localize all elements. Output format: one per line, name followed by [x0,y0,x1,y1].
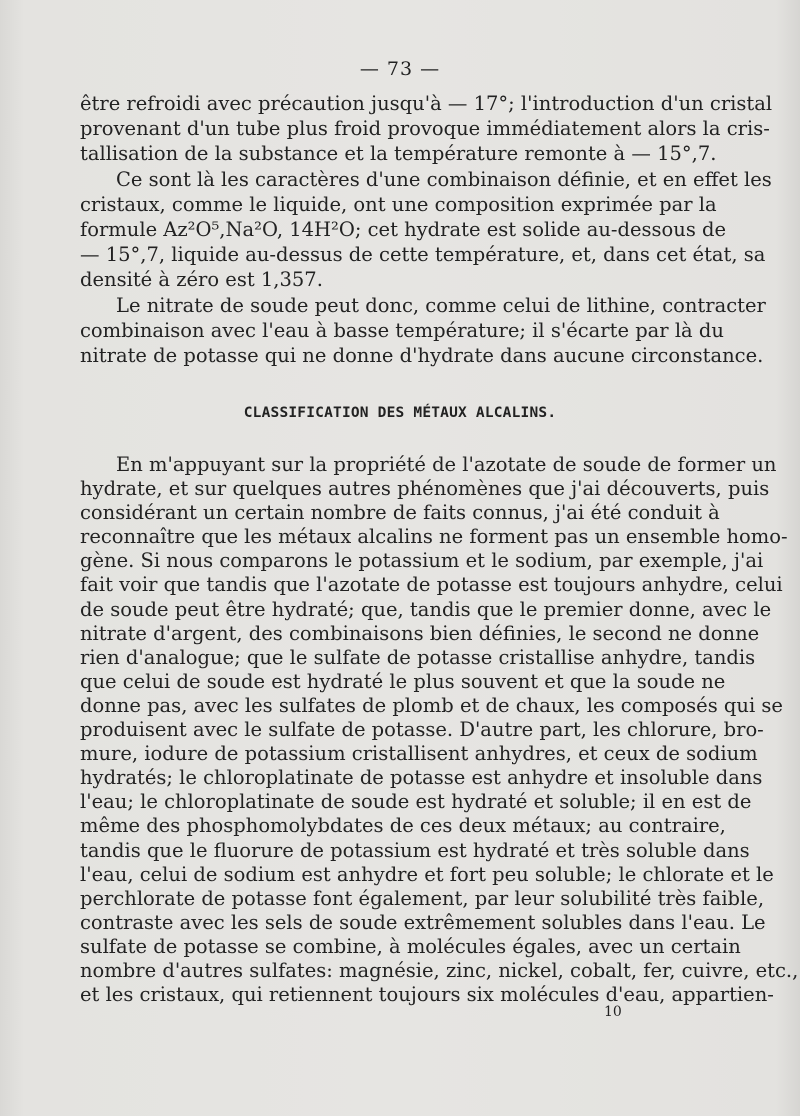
text-line: Ce sont là les caractères d'une combinaison définie, et en effet les [116,167,772,191]
text-line: En m'appuyant sur la propriété de l'azotate de soude de former un [116,453,777,476]
text-line: et les cristaux, qui retiennent toujours six molécules d'eau, appartien- [80,983,774,1007]
text-line: hydratés; le chloroplatinate de potasse est anhydre et insoluble dans [80,766,763,790]
text-line: perchlorate de potasse font également, par leur solubilité très faible, [80,886,765,910]
text-line: l'eau; le chloroplatinate de soude est hydraté et soluble; il en est de [80,790,752,814]
text-line: cristaux, comme le liquide, ont une composition exprimée par la [80,192,717,216]
text-line: hydrate, et sur quelques autres phénomènes que j'ai découverts, puis [80,477,770,501]
text-line: considérant un certain nombre de faits connus, j'ai été conduit à [80,501,720,525]
paragraph-2 [80,167,772,293]
section-heading: CLASSIFICATION DES MÉTAUX ALCALINS. [243,405,557,421]
text-line: — 15°,7, liquide au-dessus de cette température, et, dans cet état, sa [80,243,766,267]
paragraph-main [80,453,799,1007]
text-line: de soude peut être hydraté; que, tandis que le premier donne, avec le [80,597,772,621]
text-line: rien d'analogue; que le sulfate de potasse cristallise anhydre, tandis [80,645,756,669]
text-line: produisent avec le sulfate de potasse. D'autre part, les chlorure, bro- [80,718,764,742]
text-line: tallisation de la substance et la température remonte à — 15°,7. [80,142,717,166]
text-line: nitrate de potasse qui ne donne d'hydrate dans aucune circonstance. [80,344,764,367]
text-line: combinaison avec l'eau à basse température; il s'écarte par là du [80,318,724,342]
text-line: reconnaître que les métaux alcalins ne forment pas un ensemble homo- [80,525,788,549]
text-line: provenant d'un tube plus froid provoque immédiatement alors la cris- [80,117,770,141]
text-line: donne pas, avec les sulfates de plomb et de chaux, les composés qui se [80,693,783,717]
text-line: être refroidi avec précaution jusqu'à — 17°; l'introduction d'un cristal [80,92,773,115]
text-line: nitrate d'argent, des combinaisons bien définies, le second ne donne [80,621,760,645]
text-line: même des phosphomolybdates de ces deux métaux; au contraire, [80,814,726,838]
signature-mark: 10 [604,1004,622,1020]
text-line: tandis que le fluorure de potassium est hydraté et très soluble dans [80,838,750,862]
text-line: l'eau, celui de sodium est anhydre et fort peu soluble; le chlorate et le [80,862,774,886]
paragraph-3 [80,293,766,369]
text-line: nombre d'autres sulfates: magnésie, zinc, nickel, cobalt, fer, cuivre, etc., [80,958,799,982]
text-line: que celui de soude est hydraté le plus souvent et que la soude ne [80,669,726,693]
text-line: formule Az²O⁵,Na²O, 14H²O; cet hydrate est solide au-dessous de [80,218,727,241]
page-number: — 73 — [359,58,441,80]
text-line: sulfate de potasse se combine, à molécules égales, avec un certain [80,934,741,958]
text-line: mure, iodure de potassium cristallisent anhydres, et ceux de sodium [80,742,758,766]
text-line: contraste avec les sels de soude extrêmement solubles dans l'eau. Le [80,910,766,934]
text-line: fait voir que tandis que l'azotate de potasse est toujours anhydre, celui [80,573,783,597]
paragraph-1 [80,91,773,167]
text-line: densité à zéro est 1,357. [80,268,323,292]
text-line: gène. Si nous comparons le potassium et le sodium, par exemple, j'ai [80,549,764,573]
text-line: Le nitrate de soude peut donc, comme celui de lithine, contracter [116,293,766,317]
